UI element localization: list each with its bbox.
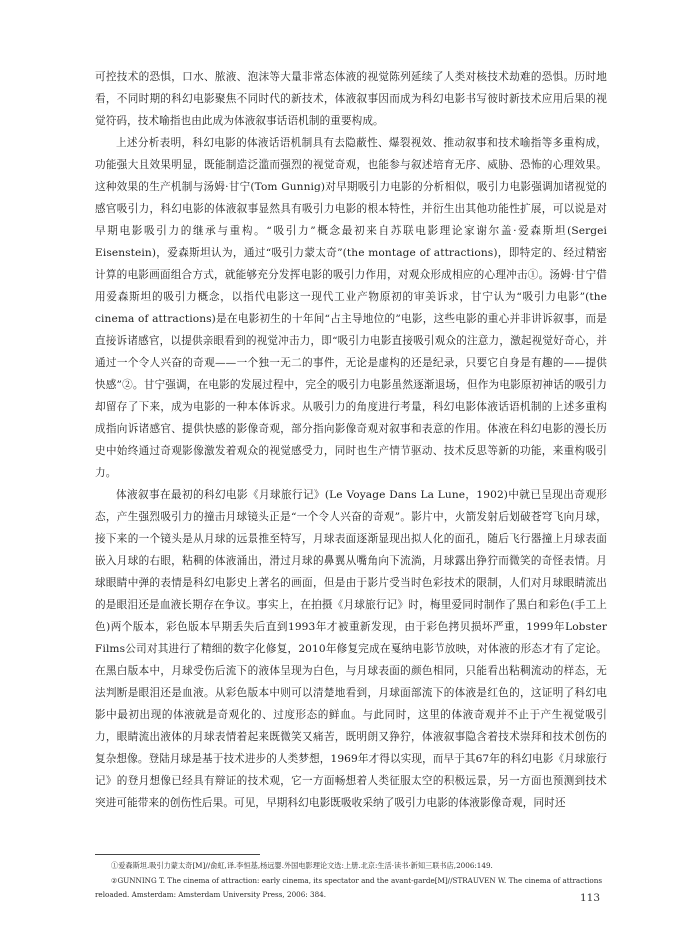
footnote-divider xyxy=(95,854,260,855)
footnotes xyxy=(95,859,607,903)
page-number: 113 xyxy=(580,892,601,904)
body-text xyxy=(95,66,607,814)
footnote-1: ①爱森斯坦.吸引力蒙太奇[M]//俞虹,译.李恒基,杨远婴.外国电影理论文选:上册.北京:生活·读书·新知三联书店,2006:149. xyxy=(111,861,493,870)
footnote-2: ②GUNNING T. The cinema of attraction: early cinema, its spectator and the avant-garde[M]//STRAUVEN W. The cinema of attractions reloaded. Amsterdam: Amsterdam University Press, 2006: 384. xyxy=(95,875,603,899)
paragraph-2: 上述分析表明，科幻电影的体液话语机制具有去隐蔽性、爆裂视效、推动叙事和技术喻指等多重构成，功能强大且效果明显，既能制造泛滥而强烈的视觉奇观，也能参与叙述培育无序、威胁、恐怖的心理效果。这种效果的生产机制与汤姆·甘宁(Tom Gunnig)对早期吸引力电影的分析相似，吸引力电影强调加诸视觉的感官吸引力，科幻电影的体液叙事显然具有吸引力电影的根本特性，并衍生出其他功能性扩展，可以说是对早期电影吸引力的继承与重构。“吸引力”概念最初来自苏联电影理论家谢尔盖·爱森斯坦(Sergei Eisenstein)，爱森斯坦认为，通过“吸引力蒙太奇”(the montage of attractions)，即特定的、经过精密计算的电影画面组合方式，就能够充分发挥电影的吸引力作用，对观众形成相应的心理冲击①。汤姆·甘宁借用爱森斯坦的吸引力概念，以指代电影这一现代工业产物原初的审美诉求，甘宁认为“吸引力电影”(the cinema of attractions)是在电影初生的十年间“占主导地位的”电影，这些电影的重心并非讲诉叙事，而是直接诉诸感官，以提供亲眼看到的视觉冲击力，即“吸引力电影直接吸引观众的注意力，激起视觉好奇心，并通过一个令人兴奋的奇观——一个独一无二的事件，无论是虚构的还是纪录，只要它自身是有趣的——提供快感”②。甘宁强调，在电影的发展过程中，完全的吸引力电影虽然逐渐退场，但作为电影原初神话的吸引力却留存了下来，成为电影的一种本体诉求。从吸引力的角度进行考量，科幻电影体液话语机制的上述多重构成指向诉诸感官、提供快感的影像奇观，部分指向影像奇观对叙事和表意的作用。体液在科幻电影的漫长历史中始终通过奇观影像激发着观众的视觉感受力，同时也生产情节驱动、技术反思等新的功能，来重构吸引力。 xyxy=(95,137,607,479)
paragraph-1: 可控技术的恐惧，口水、脓液、泡沫等大量非常态体液的视觉陈列延续了人类对核技术劫难的恐惧。历时地看，不同时期的科幻电影聚焦不同时代的新技术，体液叙事因而成为科幻电影书写彼时新技术应用后果的视觉符码，技术喻指也由此成为体液叙事话语机制的重要构成。 xyxy=(95,71,607,127)
paragraph-3: 体液叙事在最初的科幻电影《月球旅行记》(Le Voyage Dans La Lune，1902)中就已呈现出奇观形态，产生强烈吸引力的撞击月球镜头正是“一个令人兴奋的奇观”。影片中，火箭发射后划破苍穹飞向月球，接下来的一个镜头是从月球的远景推至特写，月球表面逐渐显现出拟人化的面孔，随后飞行器撞上月球表面嵌入月球的右眼，粘稠的体液涌出，滑过月球的鼻翼从嘴角向下流淌，月球露出狰狞而微笑的奇怪表情。月球眼睛中弹的表情是科幻电影史上著名的画面，但是由于影片受当时色彩技术的限制，人们对月球眼睛流出的是眼泪还是血液长期存在争议。事实上，在拍摄《月球旅行记》时，梅里爱同时制作了黑白和彩色(手工上色)两个版本，彩色版本早期丢失后直到1993年才被重新发现，由于彩色拷贝损坏严重，1999年Lobster Films公司对其进行了精细的数字化修复，2010年修复完成在戛纳电影节放映，对体液的形态才有了定论。在黑白版本中，月球受伤后流下的液体呈现为白色，与月球表面的颜色相同，只能看出粘稠流动的样态，无法判断是眼泪还是血液。从彩色版本中则可以清楚地看到，月球面部流下的体液是红色的，这证明了科幻电影中最初出现的体液就是奇观化的、过度形态的鲜血。与此同时，这里的体液奇观并不止于产生视觉吸引力，眼睛流出液体的月球表情着起来既微笑又痛苦，既明朗又狰狞，体液叙事隐含着技术崇拜和技术创伤的复杂想像。登陆月球是基于技术进步的人类梦想，1969年才得以实现，而早于其67年的科幻电影《月球旅行记》的登月想像已经具有辩证的技术观，它一方面畅想着人类征服太空的积极远景，另一方面也预测到技术突进可能带来的创伤性后果。可见，早期科幻电影既吸收采纳了吸引力电影的体液影像奇观，同时还 xyxy=(95,489,607,809)
